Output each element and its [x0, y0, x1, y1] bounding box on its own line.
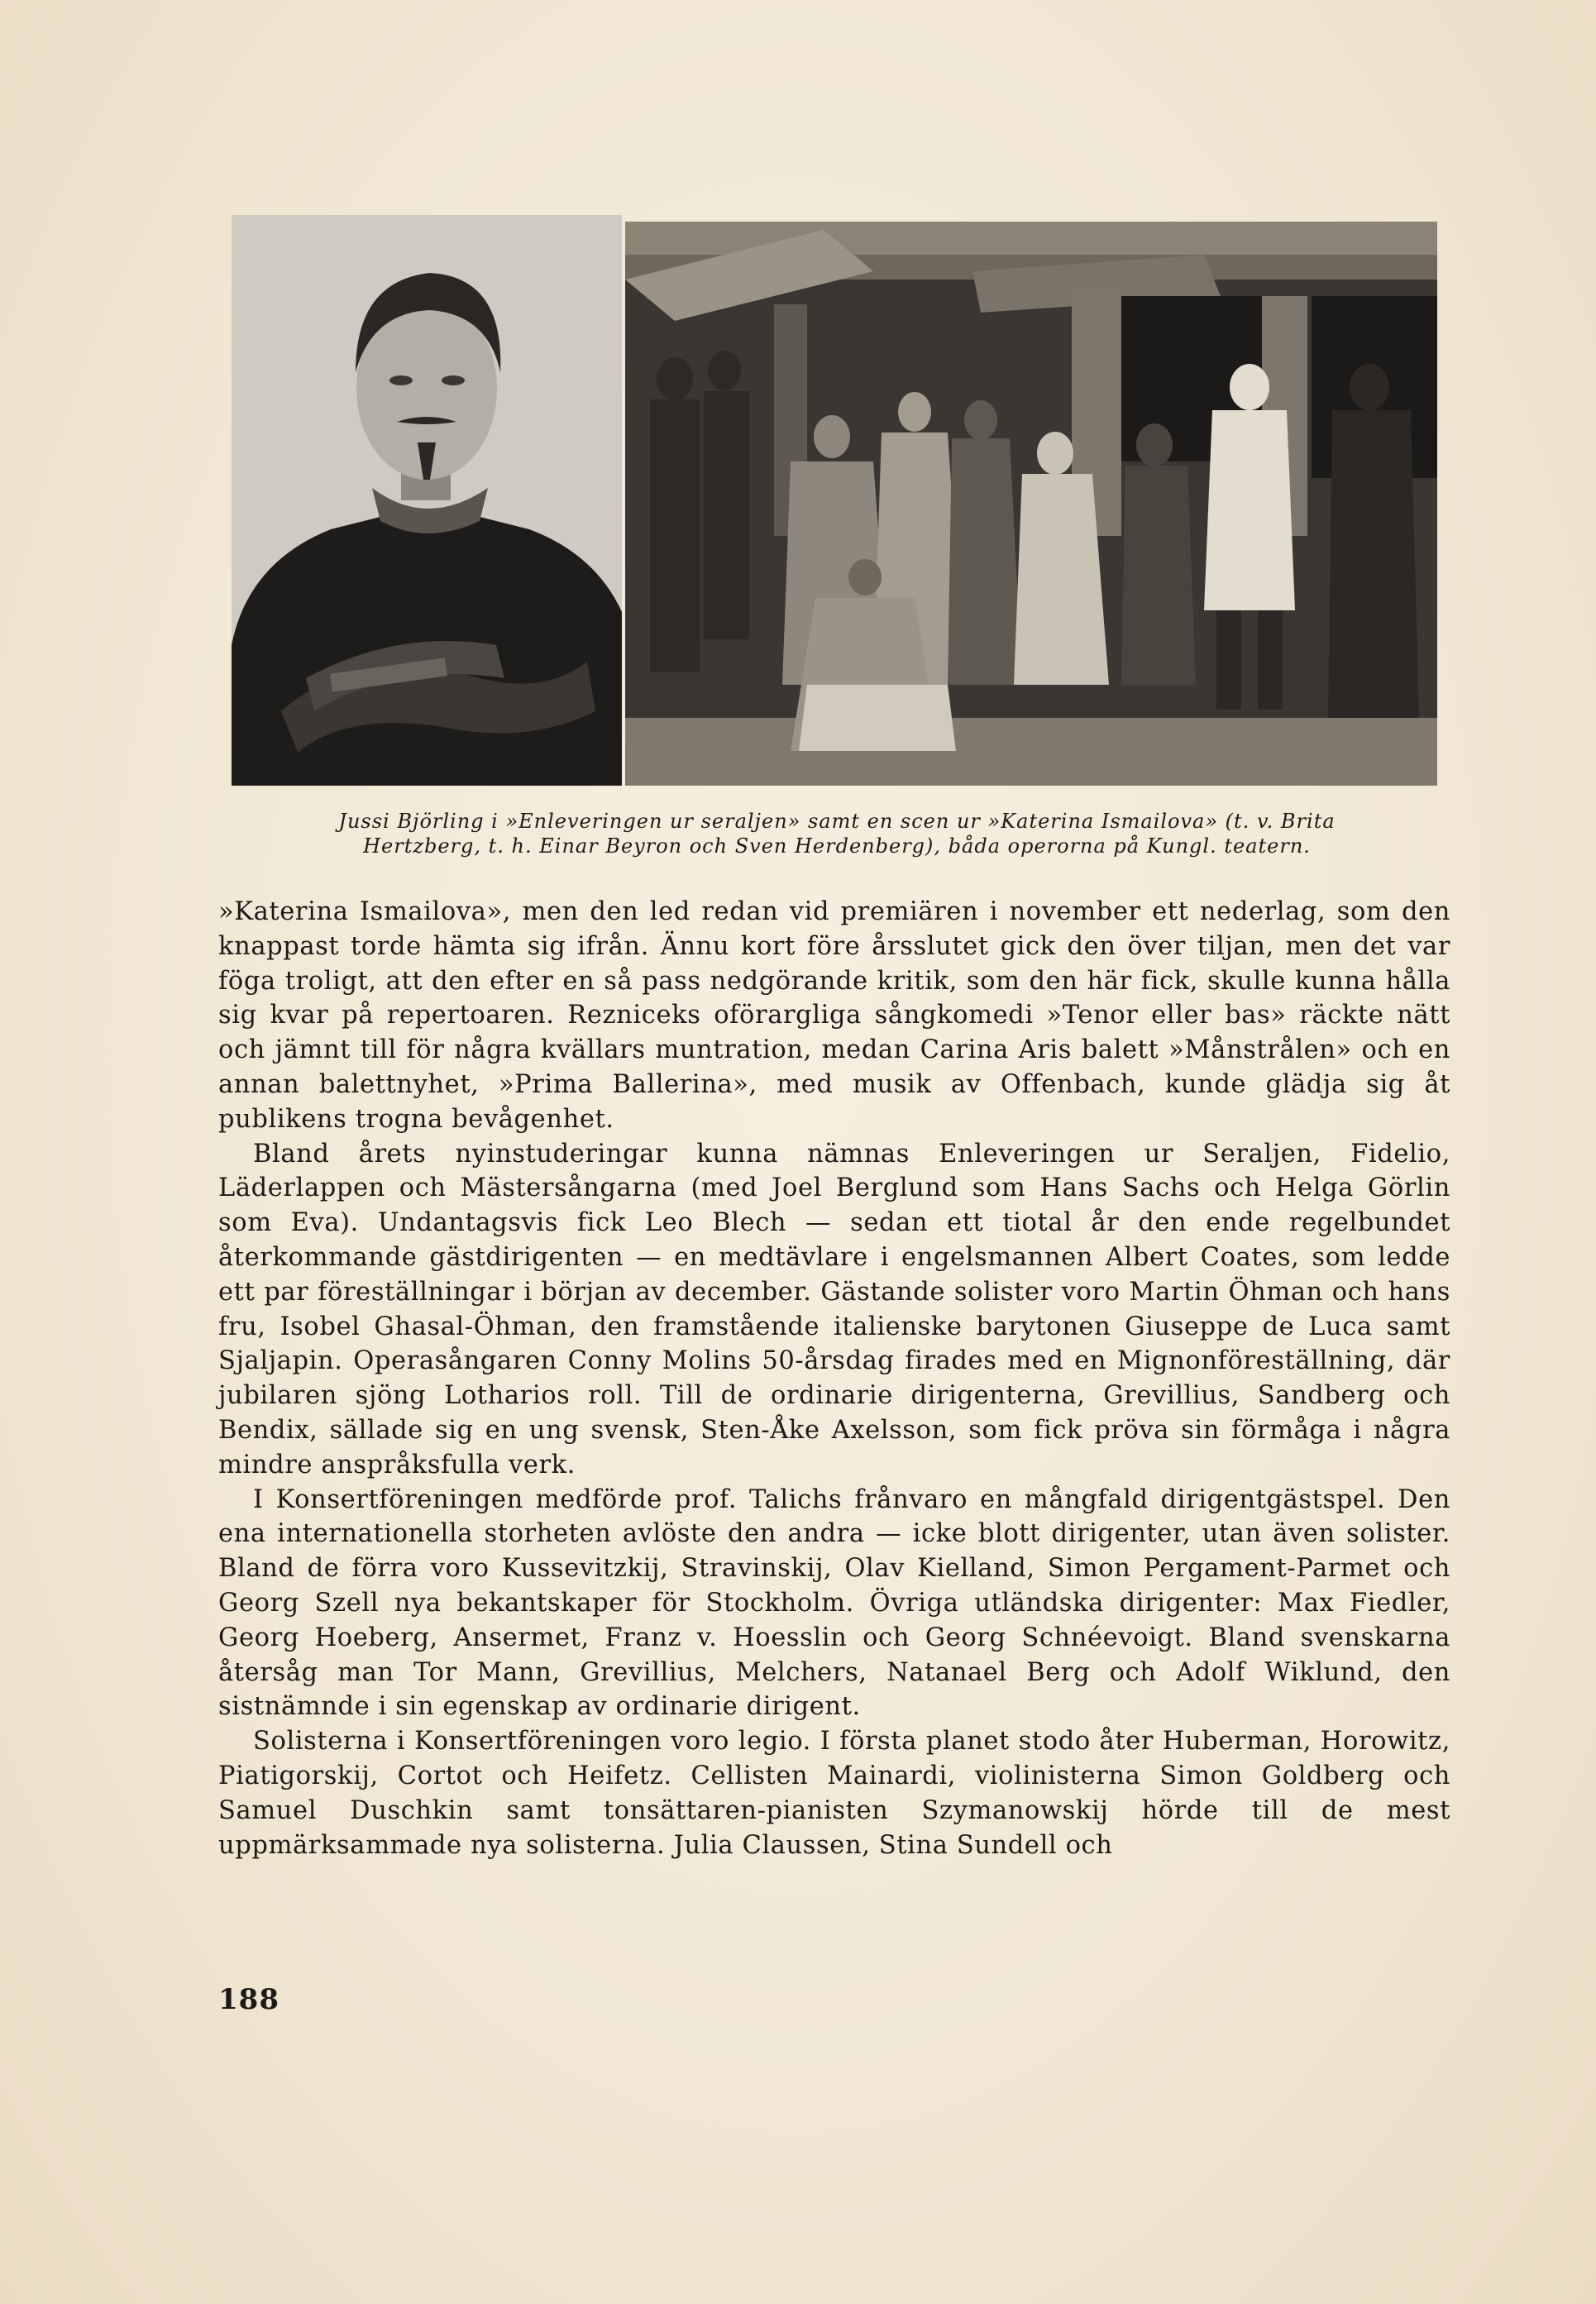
paragraph-2: Bland årets nyinstuderingar kunna nämnas Enleveringen ur Seraljen, Fidelio, Läderlappen och Mästersångarna (med Joel Berglund som Hans Sachs och Helga Görlin som Eva). Undantagsvis fick Leo Blech — sedan ett tiotal år den ende regelbundet återkommande gästdirigenten — en medtävlare i engelsmannen Albert Coates, som ledde ett par föreställningar i början av december. Gästande solister voro Martin Öhman och hans fru, Isobel Ghasal-Öhman, den framstående italienske barytonen Giuseppe de Luca samt Sjaljapin. Operasångaren Conny Molins 50-årsdag firades med en Mignonföreställning, där jubilaren sjöng Lotharios roll. Till de ordinarie dirigenterna, Grevillius, Sandberg och Bendix, sällade sig en ung svensk, Sten-Åke Axelsson, som fick pröva sin förmåga i några mindre anspråksfulla verk. — [218, 1139, 1450, 1479]
stage-scene-photo — [625, 222, 1437, 786]
portrait-photo — [232, 215, 622, 786]
paragraph-3: I Konsertföreningen medförde prof. Talichs frånvaro en mångfald dirigentgästspel. Den ena internationella storheten avlöste den andra — icke blott dirigenter, utan även solister. Bland de förra voro Kussevitzkij, Stravinskij, Olav Kielland, Simon Pergament-Parmet och Georg Szell nya bekantskaper för Stockholm. Övriga utländska dirigenter: Max Fiedler, Georg Hoeberg, Ansermet, Franz v. Hoesslin och Georg Schnéevoigt. Bland svenskarna återsåg man Tor Mann, Grevillius, Melchers, Natanael Berg och Adolf Wiklund, den sistnämnde i sin egenskap av ordinarie dirigent. — [218, 1484, 1450, 1722]
paragraph-1: »Katerina Ismailova», men den led redan vid premiären i november ett nederlag, som den knappast torde hämta sig ifrån. Ännu kort före årsslutet gick den över tiljan, men det var föga troligt, att den efter en så pass nedgörande kritik, som den här fick, skulle kunna hålla sig kvar på repertoaren. Rezniceks oförargliga sångkomedi »Tenor eller bas» räckte nätt och jämnt till för några kvällars muntration, medan Carina Aris balett »Månstrålen» och en annan balettnyhet, »Prima Ballerina», med musik av Offenbach, kunde glädja sig åt publikens trogna bevågenhet. — [218, 897, 1450, 1134]
article-body — [218, 895, 1450, 1862]
caption-line-2: Hertzberg, t. h. Einar Beyron och Sven Herdenberg), båda operorna på Kungl. teatern. — [363, 834, 1311, 858]
portrait-illustration — [232, 215, 622, 786]
page-number: 188 — [218, 1983, 280, 2016]
paragraph-4: Solisterna i Konsertföreningen voro legio. I första planet stodo åter Huberman, Horowitz, Piatigorskij, Cortot och Heifetz. Cellisten Mainardi, violinisterna Simon Goldberg och Samuel Duschkin samt tonsättaren-pianisten Szymanowskij hörde till de mest uppmärksammade nya solisterna. Julia Claussen, Stina Sundell och — [218, 1727, 1450, 1860]
stage-scene-illustration — [625, 222, 1437, 786]
photo-caption — [233, 809, 1441, 858]
caption-line-1: Jussi Björling i »Enleveringen ur seraljen» samt en scen ur »Katerina Ismailova» (t. v. Brita — [338, 810, 1336, 833]
